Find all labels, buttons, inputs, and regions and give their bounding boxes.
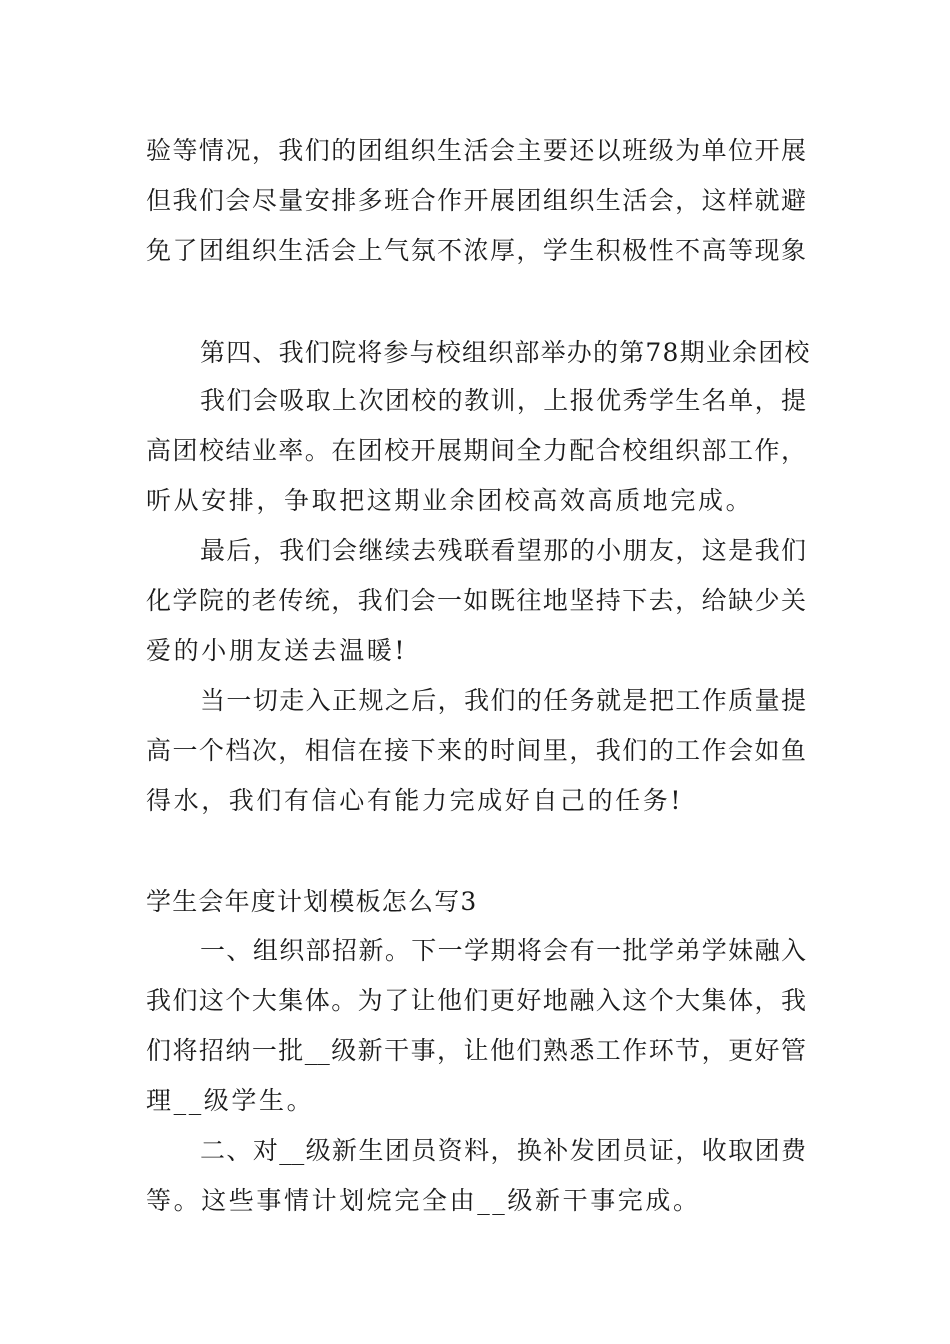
section-title: 第四、我们院将参与校组织部举办的第78期业余团校 [200,338,811,367]
text-line: 我们这个大集体。为了让他们更好地融入这个大集体，我 [146,986,806,1015]
text-line: 一、组织部招新。下一学期将会有一批学弟学妹融入 [200,936,806,965]
text-line: 等。这些事情计划烷完全由__级新干事完成。 [146,1186,701,1215]
text-line: 得水，我们有信心有能力完成好自己的任务! [146,786,684,815]
text-line: 理__级学生。 [146,1086,315,1115]
text-line: 但我们会尽量安排多班合作开展团组织生活会，这样就避 [146,186,806,215]
text-line: 高一个档次，相信在接下来的时间里，我们的工作会如鱼 [146,736,806,765]
text-line: 验等情况，我们的团组织生活会主要还以班级为单位开展 [146,136,806,165]
section-heading: 学生会年度计划模板怎么写3 [146,887,478,916]
text-line: 爱的小朋友送去温暖! [146,636,408,665]
text-line: 化学院的老传统，我们会一如既往地坚持下去，给缺少关 [146,586,806,615]
text-line: 我们会吸取上次团校的教训，上报优秀学生名单，提 [200,386,806,415]
text-line: 二、对__级新生团员资料，换补发团员证，收取团费 [200,1136,806,1165]
text-line: 高团校结业率。在团校开展期间全力配合校组织部工作， [146,436,806,465]
text-line: 听从安排，争取把这期业余团校高效高质地完成。 [146,486,754,515]
text-line: 们将招纳一批__级新干事，让他们熟悉工作环节，更好管 [146,1036,806,1065]
text-line: 当一切走入正规之后，我们的任务就是把工作质量提 [200,686,806,715]
text-line: 免了团组织生活会上气氛不浓厚，学生积极性不高等现象 [146,236,806,265]
text-line: 最后，我们会继续去残联看望那的小朋友，这是我们 [200,536,806,565]
